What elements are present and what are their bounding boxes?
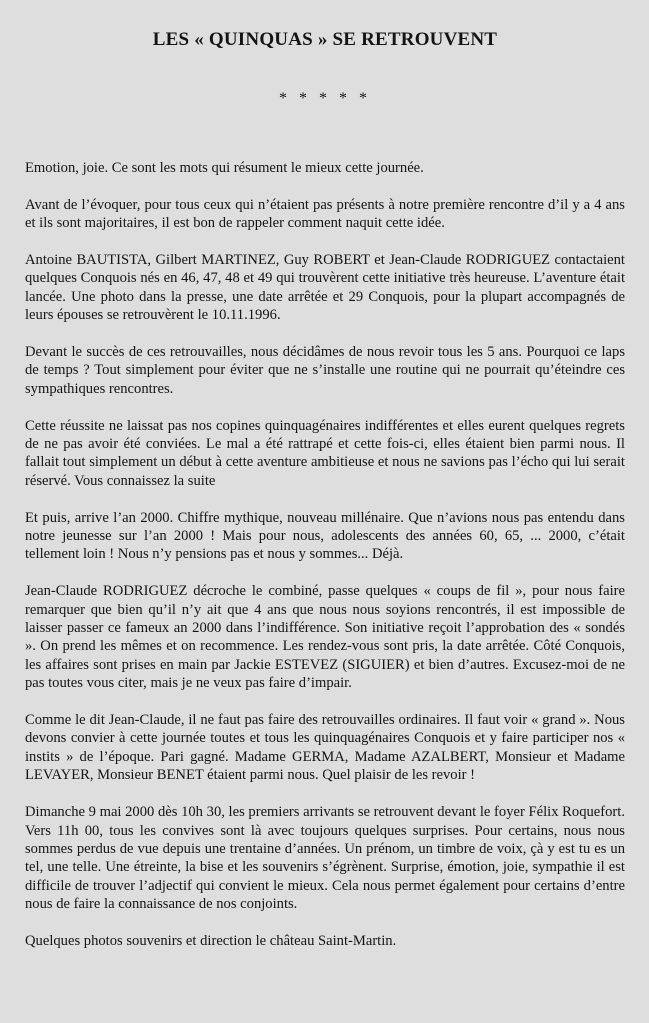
paragraph-1: Emotion, joie. Ce sont les mots qui résument le mieux cette journée.: [25, 160, 424, 176]
paragraph-10: Quelques photos souvenirs et direction le château Saint-Martin.: [25, 932, 397, 949]
paragraph-4: Devant le succès de ces retrouvailles, nous décidâmes de nous revoir tous les 5 ans. Pourquoi ce laps de temps ? Tout simplement pour éviter que ne s’installe une routine qui ne pourrait qu’éteindre ces sympathiques rencontres.: [25, 344, 625, 397]
paragraph-8: Comme le dit Jean-Claude, il ne faut pas faire des retrouvailles ordinaires. Il faut voir « grand ». Nous devons convier à cette journée toutes et tous les quinquagénaires Conquois et y faire participer nos « instits » de l’époque. Pari gagné. Madame GERMA, Madame AZALBERT, Monsieur et Madame LEVAYER, Monsieur BENET étaient parmi nous. Quel plaisir de les revoir !: [25, 712, 625, 784]
paragraph-3: Antoine BAUTISTA, Gilbert MARTINEZ, Guy ROBERT et Jean-Claude RODRIGUEZ contactaient quelques Conquois nés en 46, 47, 48 et 49 qui trouvèrent cette initiative très heureuse. L’aventure était lancée. Une photo dans la presse, une date arrêtée et 29 Conquois, pour la plupart accompagnés de leurs épouses se retrouvèrent le 10.11.1996.: [25, 252, 625, 324]
separator-stars: * * * * *: [279, 90, 371, 107]
paragraph-6: Et puis, arrive l’an 2000. Chiffre mythique, nouveau millénaire. Que n’avions nous pas entendu dans notre jeunesse sur l’an 2000 ! Mais pour nous, adolescents des années 60, 65, ... 2000, c’était tellement loin ! Nous n’y pensions pas et nous y sommes... Déjà.: [25, 509, 625, 563]
paragraph-2: Avant de l’évoquer, pour tous ceux qui n’étaient pas présents à notre première rencontre d’il y a 4 ans et ils sont majoritaires, il est bon de rappeler comment naquit cette idée.: [25, 196, 625, 232]
paragraph-5: Cette réussite ne laissat pas nos copines quinquagénaires indifférentes et elles eurent quelques regrets de ne pas avoir été conviées. Le mal a été rattrapé et cette fois-ci, elles étaient bien parmi nous. Il fallait tout simplement un début à cette aventure ambitieuse et nous ne savions pas l’écho qui lui serait réservé. Vous connaissez la suite: [25, 417, 625, 489]
page-title: LES « QUINQUAS » SE RETROUVENT: [152, 29, 498, 50]
paragraph-7: Jean-Claude RODRIGUEZ décroche le combiné, passe quelques « coups de fil », pour nous faire remarquer que bien qu’il n’y ait que 4 ans que nous nous soyions rencontrés, il est impossible de laisser passer ce fameux an 2000 dans l’indifférence. Son initiative reçoit l’approbation des « sondés ». On prend les mêmes et on recommence. Les rendez-vous sont pris, la date arrêtée. Côté Conquois, les affaires sont prises en main par Jackie ESTEVEZ (SIGUIER) et bien d’autres. Excusez-moi de ne pas toutes vous citer, mais je ne veux pas faire d’impair.: [25, 583, 625, 692]
article-body: [25, 159, 625, 950]
paragraph-9: Dimanche 9 mai 2000 dès 10h 30, les premiers arrivants se retrouvent devant le foyer Félix Roquefort. Vers 11h 00, tous les convives sont là avec toujours quelques surprises. Pour certains, nous nous sommes perdus de vue depuis une trentaine d’années. Un prénom, un timbre de voix, çà y est tu es un tel, une telle. Une étreinte, la bise et les souvenirs s’égrènent. Surprise, émotion, joie, sympathie il est difficile de trouver l’adjectif qui convient le mieux. Cela nous permet également pour certains d’entre nous de faire la connaissance de nos conjoints.: [25, 804, 625, 913]
